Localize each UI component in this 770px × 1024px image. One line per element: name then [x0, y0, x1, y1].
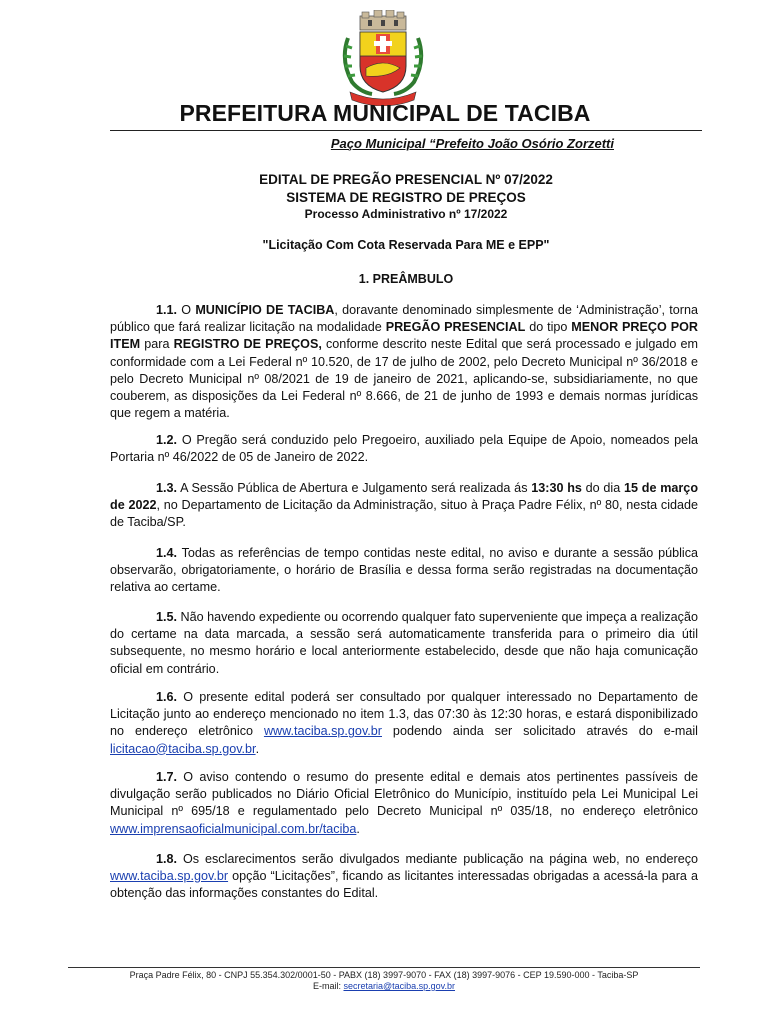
footer-email-link[interactable]: secretaria@taciba.sp.gov.br [343, 981, 456, 991]
municipal-coat-of-arms-icon [338, 10, 428, 106]
footer-email: E-mail: secretaria@taciba.sp.gov.br [312, 981, 456, 991]
edital-system: SISTEMA DE REGISTRO DE PREÇOS [286, 190, 526, 205]
website-link[interactable]: www.taciba.sp.gov.br [110, 869, 229, 884]
paragraph-1-2: 1.2. O Pregão será conduzido pelo Pregoeiro, auxiliado pela Equipe de Apoio, nomeados pela Portaria nº 46/2022 de 05 de Janeiro de 2022. [110, 433, 698, 465]
paragraph-1-3: 1.3. A Sessão Pública de Abertura e Julgamento será realizada ás 13:30 hs do dia 15 de março de 2022, no Departamento de Licitação da Administração, situo à Praça Padre Félix, nº 80, nesta cidade de Taciba/SP. [110, 481, 699, 530]
edital-process: Processo Administrativo nº 17/2022 [304, 207, 508, 221]
edital-quota-note: "Licitação Com Cota Reservada Para ME e EPP" [262, 238, 550, 252]
title-divider [110, 130, 702, 131]
footer-address: Praça Padre Félix, 80 - CNPJ 55.354.302/0001-50 - PABX (18) 3997-9070 - FAX (18) 3997-9076 - CEP 19.590-000 - Taciba-SP [129, 970, 639, 980]
paragraph-1-6: 1.6. O presente edital poderá ser consultado por qualquer interessado no Departamento de Licitação junto ao endereço mencionado no item 1.3, das 07:30 às 12:30 horas, e estará disponibilizado no endereço eletrônico www.taciba.sp.gov.br podendo ainda ser solicitado através do e-mail licitacao@taciba.sp.gov.br. [110, 690, 698, 756]
page-title: PREFEITURA MUNICIPAL DE TACIBA [179, 100, 591, 126]
page-subtitle: Paço Municipal “Prefeito João Osório Zorzetti [330, 136, 614, 151]
paragraph-1-8: 1.8. Os esclarecimentos serão divulgados mediante publicação na página web, no endereço www.taciba.sp.gov.br opção “Licitações”, ficando as licitantes interessadas obrigadas a acessá-la para a obtenção das informações constantes do Edital. [110, 852, 698, 901]
official-press-link[interactable]: www.imprensaoficialmunicipal.com.br/taciba [110, 821, 357, 836]
paragraph-1-1: 1.1. O MUNICÍPIO DE TACIBA, doravante denominado simplesmente de ‘Administração’, torna público que fará realizar licitação na modalidade PREGÃO PRESENCIAL do tipo MENOR PREÇO POR ITEM para REGISTRO DE PREÇOS, conforme descrito neste Edital que será processado e julgado em conformidade com a Lei Federal nº 10.520, de 17 de julho de 2002, pelo Decreto Municipal nº 36/2018 e pelo Decreto Municipal nº 08/2021 de 19 de janeiro de 2021, aplicando-se, subsidiariamente, no que couberem, as disposições da Lei Federal nº 8.666, de 21 de junho de 1993 e demais normas jurídicas que regem a matéria. [110, 303, 698, 421]
paragraph-1-4: 1.4. Todas as referências de tempo contidas neste edital, no aviso e durante a sessão pública observarão, obrigatoriamente, o horário de Brasília e dessa forma serão registradas na documentação relativa ao certame. [110, 546, 698, 595]
email-link[interactable]: licitacao@taciba.sp.gov.br [110, 741, 256, 756]
paragraph-1-7: 1.7. O aviso contendo o resumo do presente edital e demais atos pertinentes passíveis de divulgação serão publicados no Diário Oficial Eletrônico do Município, instituído pela Lei Municipal Lei Municipal nº 695/18 e regulamentado pelo Decreto Municipal nº 035/18, no endereço eletrônico www.imprensaoficialmunicipal.com.br/taciba. [110, 770, 698, 836]
footer-divider [68, 967, 700, 968]
edital-title: EDITAL DE PREGÃO PRESENCIAL Nº 07/2022 [259, 172, 553, 187]
section-heading: 1. PREÂMBULO [358, 272, 454, 286]
website-link[interactable]: www.taciba.sp.gov.br [263, 724, 382, 739]
paragraph-1-5: 1.5. Não havendo expediente ou ocorrendo qualquer fato superveniente que impeça a realização do certame na data marcada, a sessão será automaticamente transferida para o primeiro dia útil subsequente, no mesmo horário e local anteriormente estabelecido, desde que não haja comunicação oficial em contrário. [110, 610, 698, 676]
